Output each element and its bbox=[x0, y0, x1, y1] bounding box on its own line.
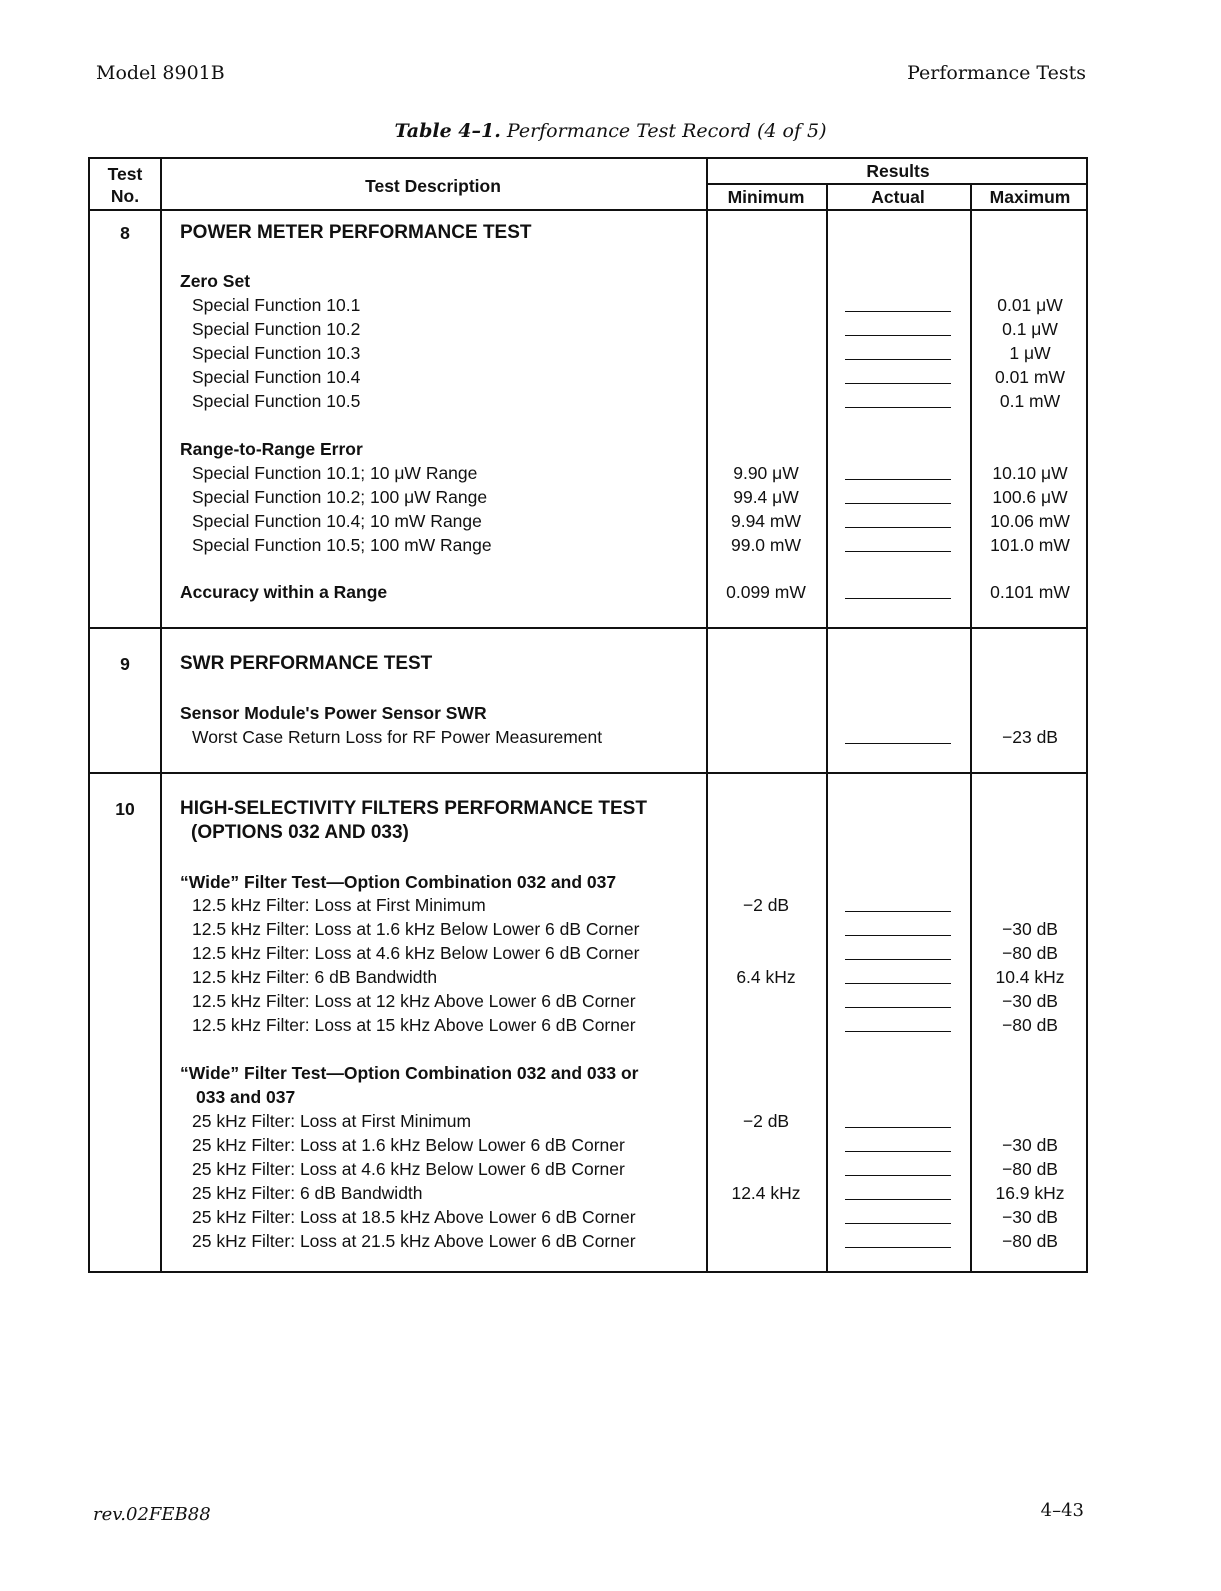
test-number: 10 bbox=[115, 799, 135, 819]
min-value: 0.099 mW bbox=[726, 582, 806, 602]
min-value: 9.90 μW bbox=[733, 463, 799, 483]
max-value: 10.4 kHz bbox=[995, 967, 1065, 987]
actual-entry-blank[interactable] bbox=[845, 1199, 951, 1200]
group-heading: Sensor Module's Power Sensor SWR bbox=[180, 703, 487, 723]
max-value: 10.10 μW bbox=[992, 463, 1068, 483]
max-value: −23 dB bbox=[1002, 727, 1058, 747]
actual-entry-blank[interactable] bbox=[845, 911, 951, 912]
min-value: 6.4 kHz bbox=[736, 967, 796, 987]
row-description: Special Function 10.4 bbox=[192, 367, 361, 387]
row-description: 25 kHz Filter: Loss at 1.6 kHz Below Lower 6 dB Corner bbox=[192, 1135, 625, 1155]
row-description: 12.5 kHz Filter: Loss at First Minimum bbox=[192, 895, 486, 915]
row-description: 12.5 kHz Filter: Loss at 15 kHz Above Lower 6 dB Corner bbox=[192, 1015, 636, 1035]
actual-entry-blank[interactable] bbox=[845, 311, 951, 312]
max-value: −30 dB bbox=[1002, 919, 1058, 939]
col-divider-desc bbox=[706, 159, 708, 1271]
test-number: 9 bbox=[120, 654, 130, 674]
row-description: Special Function 10.2 bbox=[192, 319, 361, 339]
max-value: 101.0 mW bbox=[990, 535, 1070, 555]
test-title-line2: (OPTIONS 032 AND 033) bbox=[191, 822, 409, 843]
max-value: −80 dB bbox=[1002, 1015, 1058, 1035]
min-value: 99.4 μW bbox=[733, 487, 799, 507]
header-bottom-line bbox=[90, 209, 1086, 211]
max-value: −80 dB bbox=[1002, 1159, 1058, 1179]
row-description: Special Function 10.3 bbox=[192, 343, 361, 363]
min-value: 9.94 mW bbox=[730, 511, 802, 531]
row-description: 25 kHz Filter: Loss at 4.6 kHz Below Lower 6 dB Corner bbox=[192, 1159, 625, 1179]
actual-entry-blank[interactable] bbox=[845, 983, 951, 984]
max-value: 16.9 kHz bbox=[995, 1183, 1065, 1203]
min-value: −2 dB bbox=[742, 895, 790, 915]
row-description: 25 kHz Filter: 6 dB Bandwidth bbox=[192, 1183, 423, 1203]
performance-test-record-table bbox=[88, 157, 1088, 1273]
max-value: −30 dB bbox=[1002, 1135, 1058, 1155]
actual-entry-blank[interactable] bbox=[845, 1007, 951, 1008]
actual-entry-blank[interactable] bbox=[845, 479, 951, 480]
group-heading-line1: “Wide” Filter Test—Option Combination 032 and 033 or bbox=[180, 1063, 639, 1083]
max-value: −80 dB bbox=[1002, 943, 1058, 963]
row-description: Special Function 10.1; 10 μW Range bbox=[192, 463, 478, 483]
actual-entry-blank[interactable] bbox=[845, 335, 951, 336]
actual-entry-blank[interactable] bbox=[845, 407, 951, 408]
row-divider-9-10 bbox=[90, 772, 1086, 774]
actual-entry-blank[interactable] bbox=[845, 383, 951, 384]
max-value: 0.101 mW bbox=[990, 582, 1070, 602]
col-header-maximum: Maximum bbox=[989, 187, 1071, 207]
header-model: Model 8901B bbox=[96, 62, 225, 84]
row-description: 25 kHz Filter: Loss at First Minimum bbox=[192, 1111, 472, 1131]
row-description: 12.5 kHz Filter: Loss at 4.6 kHz Below Lower 6 dB Corner bbox=[192, 943, 640, 963]
actual-entry-blank[interactable] bbox=[845, 551, 951, 552]
max-value: 0.1 μW bbox=[1002, 319, 1058, 339]
col-header-test-no-line1: Test bbox=[107, 164, 143, 184]
row-description: Special Function 10.5; 100 mW Range bbox=[192, 535, 492, 555]
col-header-results: Results bbox=[866, 161, 930, 181]
table-title-caption: Performance Test Record (4 of 5) bbox=[506, 120, 827, 142]
col-header-minimum: Minimum bbox=[727, 187, 805, 207]
test-number: 8 bbox=[120, 223, 130, 243]
max-value: 0.1 mW bbox=[999, 391, 1061, 411]
actual-entry-blank[interactable] bbox=[845, 527, 951, 528]
results-underline bbox=[706, 183, 1086, 185]
col-header-actual: Actual bbox=[871, 187, 925, 207]
group-heading-line2: 033 and 037 bbox=[196, 1087, 296, 1107]
actual-entry-blank[interactable] bbox=[845, 1247, 951, 1248]
max-value: −30 dB bbox=[1002, 991, 1058, 1011]
min-value: −2 dB bbox=[742, 1111, 790, 1131]
col-header-test-no bbox=[90, 163, 160, 207]
actual-entry-blank[interactable] bbox=[845, 1127, 951, 1128]
row-description: Special Function 10.1 bbox=[192, 295, 361, 315]
test-title: SWR PERFORMANCE TEST bbox=[180, 653, 433, 674]
row-description: 12.5 kHz Filter: Loss at 12 kHz Above Lower 6 dB Corner bbox=[192, 991, 636, 1011]
group-heading: Zero Set bbox=[180, 271, 251, 291]
actual-entry-blank[interactable] bbox=[845, 503, 951, 504]
row-description: 12.5 kHz Filter: Loss at 1.6 kHz Below Lower 6 dB Corner bbox=[192, 919, 640, 939]
group-heading: Range-to-Range Error bbox=[180, 439, 363, 459]
row-description: Special Function 10.2; 100 μW Range bbox=[192, 487, 488, 507]
actual-entry-blank[interactable] bbox=[845, 1031, 951, 1032]
min-value: 12.4 kHz bbox=[731, 1183, 801, 1203]
max-value: −80 dB bbox=[1002, 1231, 1058, 1251]
row-description: Special Function 10.4; 10 mW Range bbox=[192, 511, 482, 531]
row-description: 25 kHz Filter: Loss at 21.5 kHz Above Lower 6 dB Corner bbox=[192, 1231, 636, 1251]
max-value: 100.6 μW bbox=[992, 487, 1068, 507]
table-title bbox=[0, 120, 1221, 142]
actual-entry-blank[interactable] bbox=[845, 598, 951, 599]
footer-revision: rev.02FEB88 bbox=[93, 1504, 211, 1525]
max-value: −30 dB bbox=[1002, 1207, 1058, 1227]
col-divider-min bbox=[826, 183, 828, 1271]
actual-entry-blank[interactable] bbox=[845, 1151, 951, 1152]
test-title: POWER METER PERFORMANCE TEST bbox=[180, 222, 532, 243]
actual-entry-blank[interactable] bbox=[845, 743, 951, 744]
row-divider-8-9 bbox=[90, 627, 1086, 629]
actual-entry-blank[interactable] bbox=[845, 1223, 951, 1224]
row-description: Special Function 10.5 bbox=[192, 391, 361, 411]
header-section: Performance Tests bbox=[907, 62, 1086, 84]
actual-entry-blank[interactable] bbox=[845, 359, 951, 360]
col-header-test-no-line2: No. bbox=[110, 186, 140, 206]
group-heading: Accuracy within a Range bbox=[180, 582, 388, 602]
actual-entry-blank[interactable] bbox=[845, 959, 951, 960]
group-heading: “Wide” Filter Test—Option Combination 032 and 037 bbox=[180, 872, 617, 892]
max-value: 1 μW bbox=[1009, 343, 1051, 363]
actual-entry-blank[interactable] bbox=[845, 1175, 951, 1176]
min-value: 99.0 mW bbox=[730, 535, 802, 555]
row-description: 25 kHz Filter: Loss at 18.5 kHz Above Lower 6 dB Corner bbox=[192, 1207, 636, 1227]
table-title-label: Table 4–1. bbox=[394, 120, 501, 142]
max-value: 0.01 mW bbox=[994, 367, 1066, 387]
col-header-description: Test Description bbox=[365, 176, 501, 196]
actual-entry-blank[interactable] bbox=[845, 935, 951, 936]
row-description: 12.5 kHz Filter: 6 dB Bandwidth bbox=[192, 967, 438, 987]
test-title-line1: HIGH-SELECTIVITY FILTERS PERFORMANCE TEST bbox=[180, 798, 647, 819]
footer-page-number: 4–43 bbox=[1040, 1500, 1084, 1521]
col-divider-no bbox=[160, 159, 162, 1271]
row-description: Worst Case Return Loss for RF Power Measurement bbox=[192, 727, 603, 747]
max-value: 10.06 mW bbox=[990, 511, 1070, 531]
max-value: 0.01 μW bbox=[997, 295, 1063, 315]
